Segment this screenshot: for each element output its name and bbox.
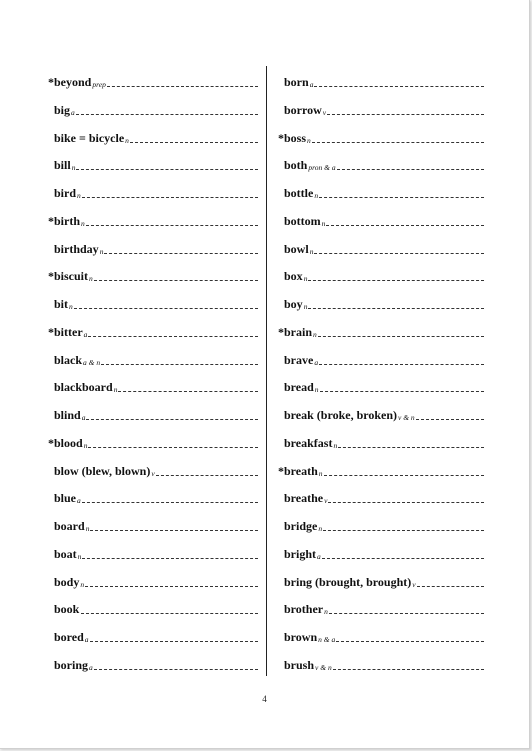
part-of-speech: v & n bbox=[398, 413, 415, 422]
vocab-entry bbox=[46, 211, 258, 229]
vocab-entry bbox=[276, 100, 484, 118]
vocab-word: blind bbox=[54, 408, 81, 422]
vocab-entry bbox=[46, 350, 258, 368]
vocab-word: brown bbox=[284, 630, 318, 644]
part-of-speech: prep bbox=[92, 80, 106, 89]
part-of-speech: n bbox=[113, 385, 118, 395]
vocab-entry bbox=[276, 655, 484, 673]
answer-blank-line bbox=[336, 641, 484, 642]
vocab-entry bbox=[46, 461, 258, 479]
answer-blank-line bbox=[324, 475, 484, 476]
part-of-speech: v & n bbox=[315, 662, 332, 672]
vocab-entry bbox=[46, 183, 258, 201]
vocab-entry bbox=[276, 183, 484, 201]
vocab-word: boss bbox=[284, 130, 307, 145]
part-of-speech: a bbox=[84, 635, 89, 644]
answer-blank-line bbox=[118, 391, 258, 392]
part-of-speech: n bbox=[314, 385, 319, 395]
vocab-entry bbox=[276, 211, 484, 229]
vocab-entry bbox=[46, 266, 258, 284]
part-of-speech: n bbox=[71, 163, 76, 173]
answer-blank-line bbox=[326, 225, 484, 226]
answer-blank-line bbox=[88, 447, 258, 448]
part-of-speech: n bbox=[85, 524, 90, 533]
part-of-speech: v bbox=[322, 107, 327, 117]
vocab-entry bbox=[276, 405, 484, 423]
vocab-entry bbox=[46, 599, 258, 617]
vocab-entry bbox=[46, 488, 258, 506]
vocab-word: blow (blew, blown) bbox=[54, 463, 151, 478]
answer-blank-line bbox=[82, 558, 258, 559]
part-of-speech: a bbox=[309, 80, 314, 89]
vocab-word: bit bbox=[54, 297, 69, 311]
answer-blank-line bbox=[416, 419, 484, 420]
vocab-entry bbox=[276, 433, 484, 451]
answer-blank-line bbox=[312, 142, 484, 143]
part-of-speech: n bbox=[80, 579, 85, 589]
answer-blank-line bbox=[90, 530, 258, 531]
part-of-speech: n bbox=[303, 274, 308, 284]
vocab-word: body bbox=[54, 574, 80, 589]
page-number: 4 bbox=[262, 694, 267, 704]
answer-blank-line bbox=[314, 86, 484, 87]
important-marker: * bbox=[48, 269, 54, 284]
part-of-speech: a bbox=[89, 662, 93, 672]
answer-blank-line bbox=[318, 336, 484, 337]
part-of-speech: n & a bbox=[318, 635, 336, 644]
part-of-speech: a bbox=[71, 107, 75, 117]
part-of-speech: a bbox=[77, 496, 81, 506]
vocab-word: blood bbox=[54, 435, 83, 450]
vocab-word: black bbox=[54, 352, 83, 367]
vocab-entry bbox=[276, 488, 484, 506]
vocab-word: breath bbox=[284, 463, 318, 478]
vocab-word: board bbox=[54, 519, 85, 533]
vocab-entry bbox=[276, 266, 484, 284]
vocab-entry bbox=[46, 155, 258, 173]
vocab-entry bbox=[46, 128, 258, 146]
vocab-word: boring bbox=[54, 657, 89, 672]
vocab-word: bike = bicycle bbox=[54, 130, 125, 145]
part-of-speech: pron & a bbox=[308, 163, 336, 173]
part-of-speech: n bbox=[314, 191, 319, 200]
answer-blank-line bbox=[333, 669, 484, 670]
vocab-word: bowl bbox=[284, 241, 309, 256]
vocab-entry bbox=[46, 572, 258, 590]
answer-blank-line bbox=[314, 253, 484, 254]
vocab-word: birth bbox=[54, 213, 81, 228]
vocab-entry bbox=[46, 516, 258, 534]
vocab-word: big bbox=[54, 102, 71, 117]
vocab-word: bread bbox=[284, 380, 314, 395]
part-of-speech: n bbox=[83, 440, 88, 450]
part-of-speech: a & n bbox=[83, 357, 101, 367]
part-of-speech: n bbox=[318, 468, 323, 478]
vocab-word: boat bbox=[54, 546, 77, 561]
vocab-word: blue bbox=[54, 491, 77, 506]
vocab-entry bbox=[46, 655, 258, 673]
important-marker: * bbox=[48, 213, 54, 228]
vocab-word: bring (brought, brought) bbox=[284, 574, 412, 589]
vocab-word: bottle bbox=[284, 186, 314, 200]
important-marker: * bbox=[278, 130, 284, 145]
vocab-entry bbox=[276, 322, 484, 340]
answer-blank-line bbox=[76, 114, 258, 115]
vocab-entry bbox=[276, 155, 484, 173]
column-divider bbox=[266, 66, 267, 676]
part-of-speech: n bbox=[309, 246, 314, 256]
answer-blank-line bbox=[82, 197, 258, 198]
answer-blank-line bbox=[308, 308, 484, 309]
important-marker: * bbox=[48, 435, 54, 450]
part-of-speech: a bbox=[314, 357, 319, 367]
vocab-entry bbox=[46, 544, 258, 562]
vocab-entry bbox=[276, 544, 484, 562]
part-of-speech: n bbox=[77, 191, 81, 200]
vocab-word: brush bbox=[284, 657, 315, 672]
vocab-word: biscuit bbox=[54, 269, 89, 284]
part-of-speech: n bbox=[81, 218, 85, 228]
answer-blank-line bbox=[320, 391, 484, 392]
important-marker: * bbox=[278, 324, 284, 339]
vocab-word: breakfast bbox=[284, 435, 333, 450]
answer-blank-line bbox=[82, 502, 258, 503]
vocab-word: bridge bbox=[284, 519, 318, 533]
vocab-entry bbox=[276, 72, 484, 90]
part-of-speech: n bbox=[313, 329, 317, 339]
answer-blank-line bbox=[319, 197, 484, 198]
answer-blank-line bbox=[101, 364, 258, 365]
answer-blank-line bbox=[76, 169, 258, 170]
important-marker: * bbox=[48, 75, 54, 89]
answer-blank-line bbox=[338, 447, 484, 448]
vocab-entry bbox=[276, 239, 484, 257]
important-marker: * bbox=[278, 463, 284, 478]
vocab-entry bbox=[46, 72, 258, 90]
vocab-word: bitter bbox=[54, 324, 83, 339]
vocab-word: break (broke, broken) bbox=[284, 408, 398, 422]
answer-blank-line bbox=[107, 86, 258, 87]
answer-blank-line bbox=[156, 475, 258, 476]
answer-blank-line bbox=[328, 502, 484, 503]
part-of-speech: n bbox=[89, 274, 93, 284]
part-of-speech: a bbox=[83, 329, 88, 339]
part-of-speech: n bbox=[125, 135, 129, 145]
part-of-speech: v bbox=[151, 468, 155, 478]
vocab-entry bbox=[276, 128, 484, 146]
vocab-word: brother bbox=[284, 602, 324, 617]
vocab-word: bill bbox=[54, 158, 71, 173]
vocab-word: bored bbox=[54, 630, 84, 644]
vocab-entry bbox=[276, 461, 484, 479]
vocab-entry bbox=[46, 433, 258, 451]
vocab-word: both bbox=[284, 158, 308, 173]
vocab-entry bbox=[276, 599, 484, 617]
answer-blank-line bbox=[104, 253, 258, 254]
answer-blank-line bbox=[323, 530, 484, 531]
part-of-speech: v bbox=[324, 496, 328, 506]
vocab-word: born bbox=[284, 75, 309, 89]
answer-blank-line bbox=[90, 641, 258, 642]
vocab-word: book bbox=[54, 602, 80, 617]
vocab-word: boy bbox=[284, 297, 303, 311]
vocab-entry bbox=[46, 405, 258, 423]
vocab-entry bbox=[46, 377, 258, 395]
vocab-entry bbox=[276, 350, 484, 368]
answer-blank-line bbox=[85, 586, 258, 587]
answer-blank-line bbox=[86, 225, 258, 226]
part-of-speech: n bbox=[318, 524, 323, 533]
vocab-entry bbox=[46, 239, 258, 257]
part-of-speech: v bbox=[412, 579, 416, 589]
vocab-entry bbox=[46, 627, 258, 645]
answer-blank-line bbox=[130, 142, 258, 143]
part-of-speech: n bbox=[321, 218, 326, 228]
part-of-speech: n bbox=[333, 440, 338, 450]
part-of-speech: n bbox=[77, 551, 82, 561]
answer-blank-line bbox=[86, 419, 258, 420]
vocab-entry bbox=[276, 572, 484, 590]
answer-blank-line bbox=[322, 558, 484, 559]
vocab-word: brain bbox=[284, 324, 313, 339]
answer-blank-line bbox=[327, 114, 484, 115]
answer-blank-line bbox=[88, 336, 258, 337]
vocab-entry bbox=[46, 322, 258, 340]
vocab-word: borrow bbox=[284, 102, 322, 117]
answer-blank-line bbox=[417, 586, 484, 587]
answer-blank-line bbox=[81, 613, 258, 614]
vocab-word: blackboard bbox=[54, 380, 113, 395]
vocab-entry bbox=[276, 627, 484, 645]
part-of-speech: n bbox=[303, 302, 308, 311]
answer-blank-line bbox=[319, 364, 484, 365]
vocab-word: breathe bbox=[284, 491, 324, 506]
part-of-speech: n bbox=[324, 607, 328, 617]
part-of-speech: n bbox=[99, 246, 104, 256]
answer-blank-line bbox=[308, 280, 484, 281]
vocab-word: bottom bbox=[284, 213, 321, 228]
answer-blank-line bbox=[337, 169, 484, 170]
vocab-word: bird bbox=[54, 186, 77, 200]
vocab-word: box bbox=[284, 269, 303, 284]
vocab-entry bbox=[276, 294, 484, 312]
important-marker: * bbox=[48, 324, 54, 339]
vocab-word: bright bbox=[284, 546, 317, 561]
vocab-entry bbox=[46, 100, 258, 118]
part-of-speech: n bbox=[307, 135, 311, 145]
answer-blank-line bbox=[94, 280, 258, 281]
answer-blank-line bbox=[94, 669, 258, 670]
part-of-speech: a bbox=[81, 413, 86, 422]
vocab-entry bbox=[276, 377, 484, 395]
part-of-speech: n bbox=[69, 302, 73, 311]
answer-blank-line bbox=[74, 308, 258, 309]
vocab-word: beyond bbox=[54, 75, 92, 89]
vocab-word: brave bbox=[284, 352, 314, 367]
vocab-entry bbox=[46, 294, 258, 312]
answer-blank-line bbox=[329, 613, 484, 614]
part-of-speech: a bbox=[317, 551, 321, 561]
vocab-word: birthday bbox=[54, 241, 99, 256]
vocab-entry bbox=[276, 516, 484, 534]
